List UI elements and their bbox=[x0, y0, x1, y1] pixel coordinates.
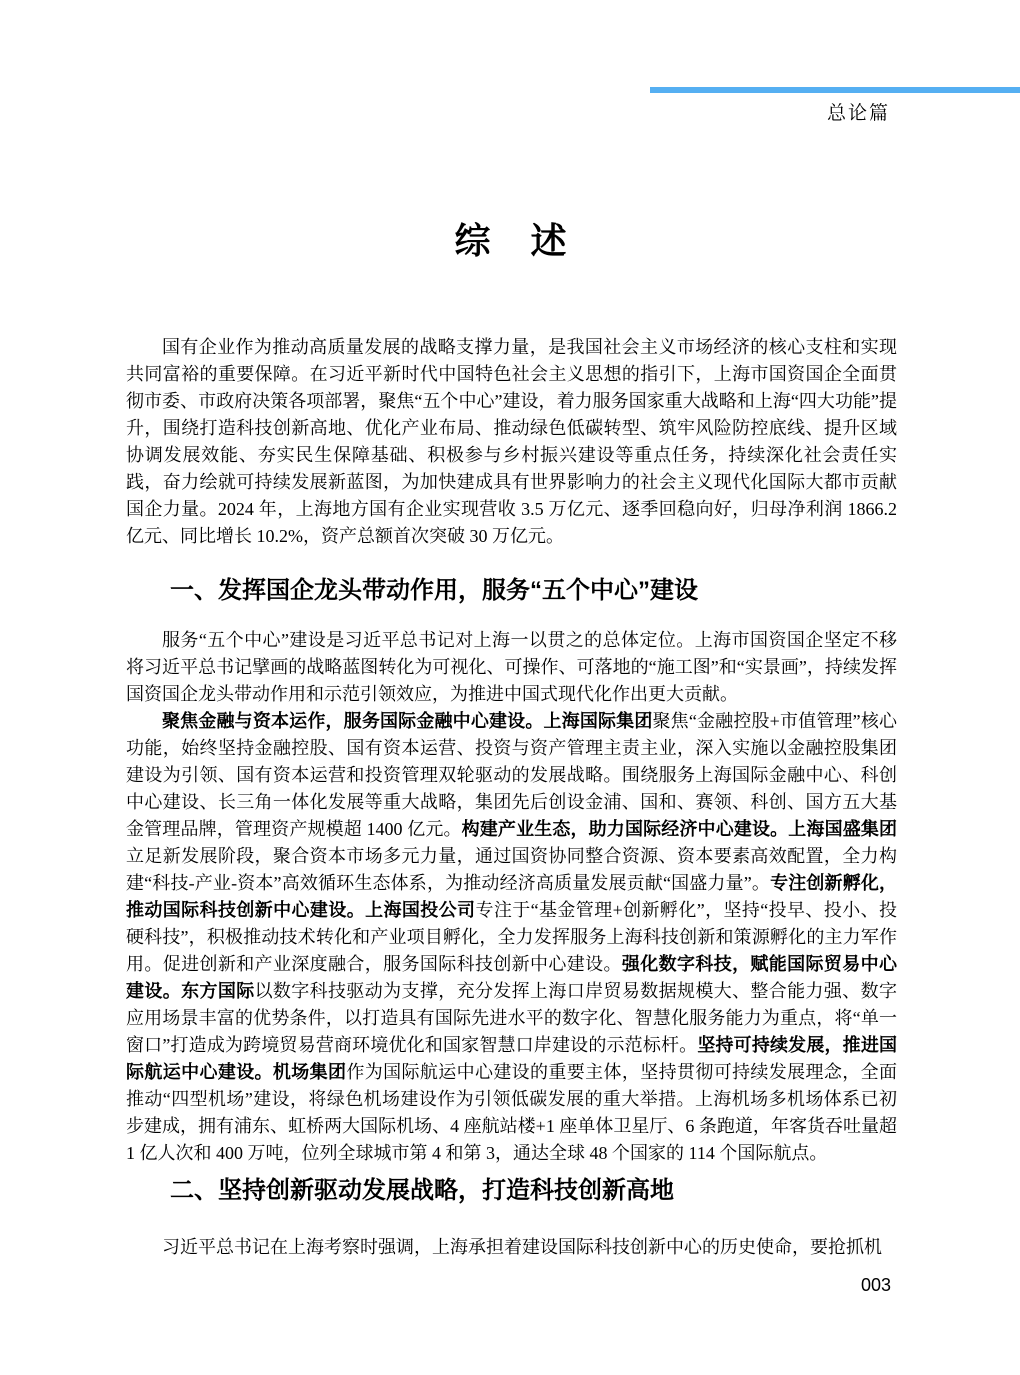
paragraph-section1-body bbox=[126, 708, 897, 1167]
paragraph-section2-lead: 习近平总书记在上海考察时强调，上海承担着建设国际科技创新中心的历史使命，要抢抓机 bbox=[162, 1237, 882, 1257]
text-run-bold: 专注创新孵化，推动国际科技创新中心建设。上海国投公司 bbox=[126, 873, 898, 920]
text-run: 以数字科技驱动为支撑，充分发挥上海口岸贸易数据规模大、整合能力强、数字应用场景丰富的优势条件，以打造具有国际先进水平的数字化、智慧化服务能力为重点，将“单一窗口”打造成为跨境贸易营商环境优化和国家智慧口岸建设的示范标杆。 bbox=[126, 981, 897, 1055]
section-heading-2: 二、坚持创新驱动发展战略，打造科技创新高地 bbox=[170, 1177, 674, 1204]
header-rule bbox=[650, 87, 1020, 93]
text-run: 立足新发展阶段，聚合资本市场多元力量，通过国资协同整合资源、资本要素高效配置，全力构建“科技-产业-资本”高效循环生态体系，为推动经济高质量发展贡献“国盛力量”。 bbox=[126, 846, 897, 893]
page-title: 综 述 bbox=[454, 220, 569, 261]
paragraph-intro: 国有企业作为推动高质量发展的战略支撑力量，是我国社会主义市场经济的核心支柱和实现共同富裕的重要保障。在习近平新时代中国特色社会主义思想的指引下，上海市国资国企全面贯彻市委、市政府决策各项部署，聚焦“五个中心”建设，着力服务国家重大战略和上海“四大功能”提升，围绕打造科技创新高地、优化产业布局、推动绿色低碳转型、筑牢风险防控底线、提升区域协调发展效能、夯实民生保障基础、积极参与乡村振兴建设等重点任务，持续深化社会责任实践，奋力绘就可持续发展新蓝图，为加快建成具有世界影响力的社会主义现代化国际大都市贡献国企力量。2024 年，上海地方国有企业实现营收 3.5 万亿元、逐季回稳向好，归母净利润 1866.2 亿元、同比增长 10.2%，资产总额首次突破 30 万亿元。 bbox=[126, 337, 897, 546]
text-run: 聚焦“金融控股+市值管理”核心功能，始终坚持金融控股、国有资本运营、投资与资产管理主责主业，深入实施以金融控股集团建设为引领、国有资本运营和投资管理双轮驱动的发展战略。围绕服务上海国际金融中心、科创中心建设、长三角一体化发展等重大战略，集团先后创设金浦、国和、赛领、科创、国方五大基金管理品牌，管理资产规模超 1400 亿元。 bbox=[126, 711, 897, 839]
text-run: 作为国际航运中心建设的重要主体，坚持贯彻可持续发展理念，全面推动“四型机场”建设，将绿色机场建设作为引领低碳发展的重大举措。上海机场多机场体系已初步建成，拥有浦东、虹桥两大国际机场、4 座航站楼+1 座单体卫星厅、6 条跑道，年客货吞吐量超 1 亿人次和 400 万吨，位列全球城市第 4 和第 3，通达全球 48 个国家的 114 个国际航点。 bbox=[126, 1062, 897, 1163]
text-run-bold: 坚持可持续发展，推进国际航运中心建设。机场集团 bbox=[126, 1035, 897, 1082]
text-run-bold: 聚焦金融与资本运作，服务国际金融中心建设。上海国际集团 bbox=[162, 711, 653, 731]
text-run-bold: 构建产业生态，助力国际经济中心建设。上海国盛集团 bbox=[461, 819, 898, 839]
text-run-bold: 强化数字科技，赋能国际贸易中心建设。东方国际 bbox=[126, 954, 897, 1001]
text-run: 专注于“基金管理+创新孵化”，坚持“投早、投小、投硬科技”，积极推动技术转化和产业项目孵化，全力发挥服务上海科技创新和策源孵化的主力军作用。促进创新和产业深度融合，服务国际科技创新中心建设。 bbox=[126, 900, 898, 974]
page-number: 003 bbox=[861, 1275, 892, 1295]
section-heading-1: 一、发挥国企龙头带动作用，服务“五个中心”建设 bbox=[170, 577, 698, 604]
header-section-label: 总论篇 bbox=[827, 103, 891, 124]
paragraph-section1-lead: 服务“五个中心”建设是习近平总书记对上海一以贯之的总体定位。上海市国资国企坚定不移将习近平总书记擘画的战略蓝图转化为可视化、可操作、可落地的“施工图”和“实景画”，持续发挥国资国企龙头带动作用和示范引领效应，为推进中国式现代化作出更大贡献。 bbox=[126, 630, 897, 704]
